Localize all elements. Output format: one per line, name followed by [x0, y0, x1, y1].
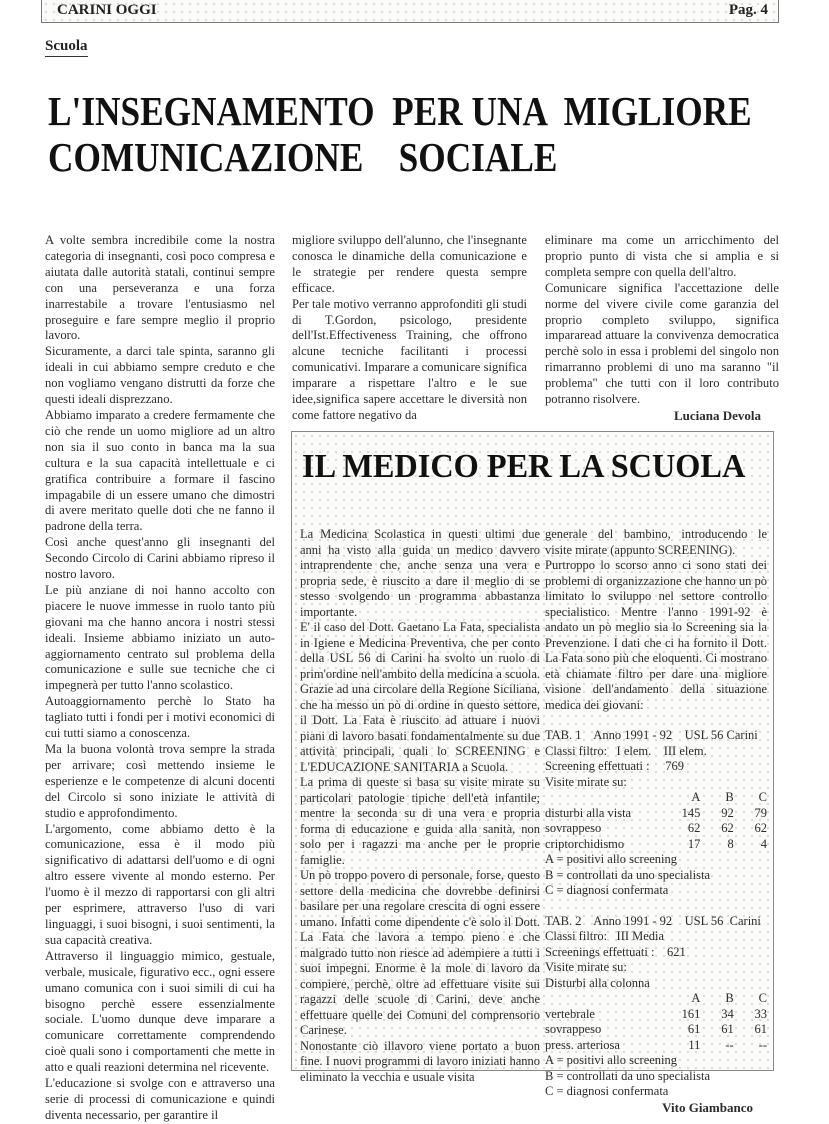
headline-line-2: COMUNICAZIONE SOCIALE — [48, 134, 558, 180]
box-article-title: IL MEDICO PER LA SCUOLA — [302, 448, 746, 485]
article2-column-2 — [545, 527, 767, 1115]
paragraph: A volte sembra incredibile come la nostra categoria di insegnanti, così poco compresa e aiutata dalle autorità statali, continui sempre con una perseveranza e una forza inarrestabile a trovare l'entusiasmo nel proseguire e fare sempre meglio il proprio lavoro. — [45, 233, 275, 343]
article1-column-1 — [45, 233, 275, 1124]
paragraph: Sicuramente, a darci tale spinta, saranno gli ideali in cui abbiamo sempre creduto e che non vogliamo vengano distrutti da forze che questi ideali disprezzano. — [45, 344, 275, 407]
paragraph: Purtroppo lo scorso anno ci sono stati dei problemi di organizzazione che hanno un pò limitato lo sviluppo nel settore controllo specialistico. Mentre l'anno 1991-92 è andato un pò meglio sia lo Screening sia la Prevenzione. I dati che ci ha fornito il Dott. La Fata sono più che eloquenti. Ci mostrano età chiamate filtro per dare una migliore visione dell'andamento della situazione medica dei giovani: — [545, 558, 767, 712]
table-row: vertebrale 161 34 33 — [545, 1006, 767, 1021]
table-2-filter: Classi filtro: III Media — [545, 929, 665, 943]
paragraph: Nonostante ciò illavoro viene portato a buon fine. I nuovi programmi di lavoro iniziati hanno eliminato la vecchia e usuale visita — [300, 1038, 540, 1084]
paragraph: L'educazione si svolge con e attraverso una serie di processi di comunicazione e quindi diventa necessario, per garantire il — [45, 1076, 275, 1122]
section-label: Scuola — [45, 38, 88, 57]
paragraph: Abbiamo imparato a credere fermamente che ciò che rende un uomo migliore ad un altro non sia il suo conto in banca ma la sua cultura e la sua capacità intellettuale e ci gratifica contribuire a formare il fascino impagabile di un essere umano che dimostri di avere meritato quelle doti che ne fanno il padrone della terra. — [45, 407, 275, 534]
author-signature: Vito Giambanco — [662, 1099, 753, 1115]
paragraph: Per tale motivo verranno approfonditi gli studi di T.Gordon, psicologo, presidente dell'Ist.Effectiveness Training, che offrono alcune tecniche facilitanti i processi comunicativi. Imparare a comunicare significa imparare a rispettare l'altro e le sue idee,significa sapere accettare le diversità non come fattore negativo da — [292, 296, 527, 422]
paragraph: Le più anziane di noi hanno accolto con piacere le nuove immesse in ruolo tanto più giovani ma che hanno ancora i nostri stessi ideali. Insieme abbiamo iniziato un auto-aggiornamento centrato sul problema della comunicazione e sulle sue tecniche che ci impegnerà per tutto l'anno scolastico. — [45, 582, 275, 693]
paragraph: Così anche quest'anno gli insegnanti del Secondo Circolo di Carini abbiamo ripreso il nostro lavoro. — [45, 535, 275, 582]
table-2-subheading: Disturbi alla colonna — [545, 975, 650, 990]
table-1-header-row: A B C — [691, 790, 767, 804]
table-1-screenings: Screening effettuati : 769 — [545, 759, 684, 773]
paragraph: La Medicina Scolastica in questi ultimi due anni ha visto alla guida un medico davvero intraprendente che, anche senza una vera e propria sede, è riuscito a dare il meglio di se stesso svolgendo un programma abbastanza importante. — [300, 527, 540, 619]
publication-name: CARINI OGGI — [57, 2, 157, 18]
table-1-legend-a: A = positivi allo screening — [545, 852, 678, 866]
article2-column-1 — [300, 527, 540, 1085]
paragraph: L'argomento, come abbiamo detto è la comunicazione, essa è il modo più significativo di adattarsi dell'uomo e di ogni altro essere vivente al mondo esterno. Per l'uomo è il mezzo di rapportarsi con gli altri per esprimere, attraverso l'uso di vari linguaggi, i suoi bisogni, i suoi sentimenti, la sua capacità creativa. — [45, 821, 275, 947]
paragraph: La prima di queste si basa su visite mirate su particolari patologie tipiche dell'età infantile; mentre la seconda su di una vera e propria forma di educazione e guida alla sanità, non solo per i ragazzi ma anche per le proprie famiglie. — [300, 775, 540, 867]
table-2-title: TAB. 2 Anno 1991 - 92 USL 56 Carini — [545, 913, 761, 928]
paragraph: Un pò troppo povero di personale, forse, questo settore della medicina che dovrebbe definirsi basilare per una regolare crescita di ogni essere umano. Infatti come dipendente c'è solo il Dott. La Fata che lavora a tempo pieno e che malgrado tutto non riesce ad adempiere a tutti i suoi impegni. Enorme è la mole di lavoro da compiere, perchè, oltre ad effettuare visite sui ragazzi delle scuole di Carini, deve anche effettuare quelle dei Comuni del comprensorio Carinese. — [300, 868, 540, 1037]
table-2-legend-c: C = diagnosi confermata — [545, 1084, 669, 1098]
table-1-title: TAB. 1 Anno 1991 - 92 USL 56 Carini — [545, 728, 758, 742]
paragraph: Comunicare significa l'accettazione delle norme del vivere civile come garanzia del proprio completo sviluppo, significa impararead attuare la convivenza democratica perchè solo in essa i problemi del singolo non rimarranno problemi di uno ma saranno "il problema" che tutti con il loro contributo potranno risolvere. — [545, 280, 779, 407]
page-header — [41, 0, 779, 23]
table-row: sovrappeso 62 62 62 — [545, 821, 767, 835]
paragraph: Ma la buona volontà trova sempre la strada per arrivare; così mettendo insieme le esperienze e le competenze di alcuni docenti del Circolo si sono iniziate le attività di studio e approfondimento. — [45, 742, 275, 820]
page-number: Pag. 4 — [728, 2, 768, 18]
table-1-legend-c: C = diagnosi confermata — [545, 883, 669, 897]
author-signature: Luciana Devola — [673, 407, 761, 423]
table-2 — [545, 914, 767, 1116]
table-row: disturbi alla vista 145 92 79 — [545, 805, 767, 820]
table-1-visits-label: Visite mirate su: — [545, 774, 627, 789]
paragraph: Attraverso il linguaggio mimico, gestuale, verbale, musicale, figurativo ecc., ogni essere umano comunica con i suoi simili di cui ha bisogno perchè essere essenzialmente sociale. L'uomo dunque deve imparare a comunicare correttamente comprendendo cioè quali sono i comportamenti che mette in atto e quali reazioni determina nel ricevente. — [45, 948, 275, 1075]
table-row: criptorchidismo 17 8 4 — [545, 836, 767, 851]
paragraph: migliore sviluppo dell'alunno, che l'insegnante conosca le dinamiche della comunicazione e le strategie per rendere questa sempre efficace. — [292, 233, 527, 295]
table-2-legend-a: A = positivi allo screening — [545, 1053, 678, 1067]
medico-article-box — [291, 431, 774, 1115]
table-1 — [545, 728, 767, 899]
article1-column-2 — [292, 233, 527, 424]
paragraph: Autoaggiornamento perchè lo Stato ha tagliato tutti i fondi per i motivi economici di cui tutti siamo a conoscenza. — [45, 694, 275, 741]
table-1-legend-b: B = controllati da uno specialista — [545, 867, 710, 882]
table-1-filter: Classi filtro: I elem. III elem. — [545, 743, 707, 758]
article1-column-3 — [545, 233, 779, 424]
table-2-screenings: Screenings effettuati : 621 — [545, 944, 686, 959]
table-row: press. arteriosa 11 -- -- — [545, 1037, 767, 1052]
paragraph: E' il caso del Dott. Gaetano La Fata, specialista in Igiene e Medicina Preventiva, che per conto della USL 56 di Carini ha svolto un ruolo di prim'ordine nell'ambito della medicina a scuola. Grazie ad una circolare della Regione Siciliana, che ha messo un pò di ordine in questo settore, il Dott. La Fata è riuscito ad attuare i nuovi piani di lavoro basati fondamentalmente su due attività principali, quali lo SCREENING e L'EDUCAZIONE SANITARIA a Scuola. — [300, 620, 540, 774]
table-2-header-row: A B C — [691, 991, 767, 1005]
paragraph: generale del bambino, introducendo le visite mirate (appunto SCREENING). — [545, 527, 767, 557]
table-2-visits-label: Visite mirate su: — [545, 960, 627, 974]
article-headline — [48, 88, 752, 180]
paragraph: eliminare ma come un arricchimento del proprio punto di vista che si amplia e si completa sempre con quella dell'altro. — [545, 233, 779, 279]
headline-line-1: L'INSEGNAMENTO PER UNA MIGLIORE — [48, 88, 752, 134]
table-row: sovrappeso 61 61 61 — [545, 1022, 767, 1036]
table-2-legend-b: B = controllati da uno specialista — [545, 1068, 710, 1083]
